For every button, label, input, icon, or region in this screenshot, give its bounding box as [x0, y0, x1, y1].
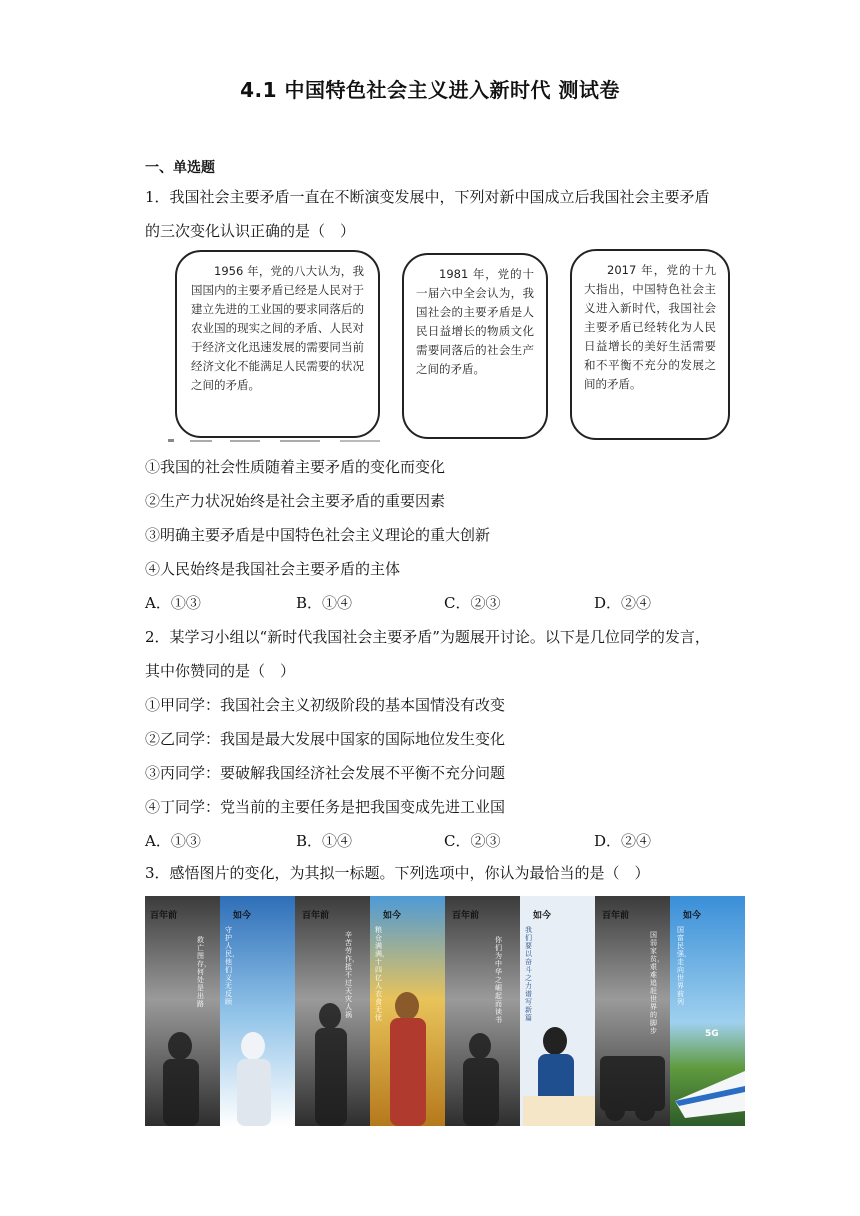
- panel-label: 如今: [383, 911, 402, 921]
- panel-caption: 粮仓满满，十四亿人衣食无忧: [375, 926, 389, 1022]
- panel-label: 百年前: [150, 911, 178, 921]
- cut-off-text-fragment: [160, 436, 410, 444]
- q2-option-d[interactable]: D．②④: [594, 832, 652, 850]
- panel-caption: 国富民强，走向世界前列: [677, 926, 691, 1006]
- page-title: 4.1 中国特色社会主义进入新时代 测试卷: [240, 78, 620, 102]
- q1-box-1981: 1981 年，党的十一届六中全会认为，我国社会的主要矛盾是人民日益增长的物质文化需要同落后的社会生产之间的矛盾。: [402, 253, 548, 439]
- q2-stem-line2: 其中你赞同的是（ ）: [145, 662, 296, 680]
- q1-item-1: ①我国的社会性质随着主要矛盾的变化而变化: [145, 458, 446, 476]
- q3-image-strip: [145, 896, 745, 1126]
- q1-item-4: ④人民始终是我国社会主要矛盾的主体: [145, 560, 401, 578]
- q2-stem-line1: 2．某学习小组以“新时代我国社会主要矛盾”为题展开讨论。以下是几位同学的发言，: [145, 628, 710, 646]
- panel-caption: 我们要以奋斗之力谱写新篇: [525, 926, 532, 1022]
- q1-box-1956: 1956 年，党的八大认为，我国国内的主要矛盾已经是人民对于建立先进的工业国的要求同落后的农业国的现实之间的矛盾、人民对于经济文化迅速发展的需要同当前经济文化不能满足人民需要的状况之间的矛盾。: [175, 250, 380, 438]
- q2-item-4: ④丁同学：党当前的主要任务是把我国变成先进工业国: [145, 798, 506, 816]
- q1-option-a[interactable]: A．①③: [145, 594, 201, 612]
- q3-stem: 3．感悟图片的变化，为其拟一标题。下列选项中，你认为最恰当的是（ ）: [145, 864, 650, 882]
- section-heading: 一、单选题: [145, 160, 215, 176]
- panel-caption: 救亡图存，何处是出路: [197, 936, 211, 1008]
- q2-option-c[interactable]: C．②③: [444, 832, 501, 850]
- panel-label: 如今: [683, 911, 702, 921]
- panel-caption: 国弱家贫，艰难追赶世界的脚步: [650, 931, 664, 1035]
- panel-caption: 你们为中华之崛起而读书: [495, 936, 502, 1024]
- q1-item-3: ③明确主要矛盾是中国特色社会主义理论的重大创新: [145, 526, 491, 544]
- q1-stem-line2: 的三次变化认识正确的是（ ）: [145, 222, 356, 240]
- q2-item-1: ①甲同学：我国社会主义初级阶段的基本国情没有改变: [145, 696, 506, 714]
- q2-item-2: ②乙同学：我国是最大发展中国家的国际地位发生变化: [145, 730, 506, 748]
- q2-item-3: ③丙同学：要破解我国经济社会发展不平衡不充分问题: [145, 764, 506, 782]
- q2-option-a[interactable]: A．①③: [145, 832, 201, 850]
- q1-item-2: ②生产力状况始终是社会主要矛盾的重要因素: [145, 492, 446, 510]
- q1-option-b[interactable]: B．①④: [296, 594, 353, 612]
- panel-label: 百年前: [452, 911, 480, 921]
- panel-label: 百年前: [602, 911, 630, 921]
- q1-stem-line1: 1．我国社会主要矛盾一直在不断演变发展中，下列对新中国成立后我国社会主要矛盾: [145, 188, 710, 206]
- q1-box-2017: 2017 年，党的十九大指出，中国特色社会主义进入新时代，我国社会主要矛盾已经转化为人民日益增长的美好生活需要和不平衡不充分的发展之间的矛盾。: [570, 249, 730, 440]
- panel-label: 如今: [533, 911, 552, 921]
- q2-option-b[interactable]: B．①④: [296, 832, 353, 850]
- panel-caption: 守护人民，他们义无反顾: [225, 926, 239, 1006]
- q1-option-c[interactable]: C．②③: [444, 594, 501, 612]
- panel-label: 如今: [233, 911, 252, 921]
- panel-label: 百年前: [302, 911, 330, 921]
- panel-caption: 辛苦劳作，抵不过天灾人祸: [345, 931, 359, 1019]
- q1-option-d[interactable]: D．②④: [594, 594, 652, 612]
- 5g-badge: 5G: [705, 1029, 719, 1039]
